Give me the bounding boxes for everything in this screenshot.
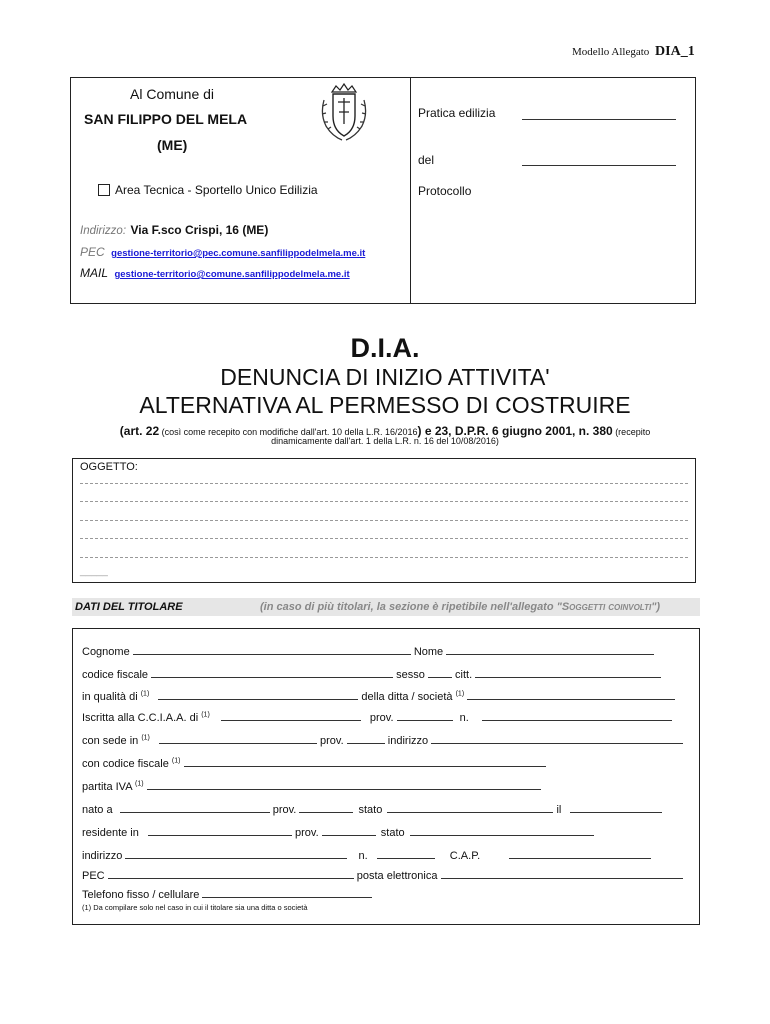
indirizzo-row bbox=[80, 221, 268, 239]
note-ref: (1) bbox=[171, 757, 181, 765]
protocollo-label: Protocollo bbox=[418, 184, 472, 198]
province: (ME) bbox=[157, 137, 188, 153]
row-nato bbox=[82, 801, 662, 816]
office-checkbox[interactable] bbox=[98, 184, 110, 196]
section-note-c: ") bbox=[651, 601, 661, 613]
il-label: il bbox=[556, 804, 562, 816]
nato-il-field[interactable] bbox=[570, 801, 662, 813]
residente-stato-label: stato bbox=[380, 827, 405, 839]
mail-label: MAIL bbox=[80, 266, 109, 280]
partita-iva-field[interactable] bbox=[147, 778, 541, 790]
citt-field[interactable] bbox=[475, 666, 661, 678]
indirizzo-value: Via F.sco Crispi, 16 (ME) bbox=[130, 223, 269, 237]
title-line-2: ALTERNATIVA AL PERMESSO DI COSTRUIRE bbox=[139, 392, 631, 418]
indirizzo-label: indirizzo bbox=[82, 850, 123, 862]
cciaa-prov-field[interactable] bbox=[397, 709, 453, 721]
pec-row bbox=[80, 243, 365, 261]
mail-row bbox=[80, 264, 350, 282]
residente-label: residente in bbox=[82, 827, 139, 839]
in-qualita-label: in qualità di bbox=[82, 691, 138, 703]
prov-label: prov. bbox=[369, 712, 394, 724]
sede-prov-field[interactable] bbox=[347, 732, 385, 744]
con-cf-label: con codice fiscale bbox=[82, 758, 169, 770]
note-ref: (1) bbox=[135, 780, 144, 788]
note-ref: (1) bbox=[141, 734, 150, 742]
sesso-field[interactable] bbox=[428, 666, 452, 678]
in-qualita-field[interactable] bbox=[158, 688, 358, 700]
telefono-label: Telefono fisso / cellulare bbox=[82, 889, 200, 901]
row-cciaa bbox=[82, 709, 672, 724]
sede-field[interactable] bbox=[159, 732, 317, 744]
ref-part-b: (così come recepito con modifiche dall'art. 10 della L.R. 16/2016 bbox=[159, 427, 418, 437]
indirizzo-field[interactable] bbox=[125, 847, 347, 859]
cognome-field[interactable] bbox=[133, 643, 411, 655]
codice-fiscale-label: codice fiscale bbox=[82, 669, 149, 681]
row-con-cf bbox=[82, 755, 546, 770]
ref-part-a: (art. 22 bbox=[119, 424, 160, 438]
residente-prov-field[interactable] bbox=[322, 824, 376, 836]
del-label: del bbox=[418, 153, 435, 167]
nato-stato-field[interactable] bbox=[387, 801, 553, 813]
cciaa-field[interactable] bbox=[221, 709, 361, 721]
nato-a-field[interactable] bbox=[120, 801, 270, 813]
ref-part-c: ) e 23, D.P.R. 6 giugno 2001, n. 380 bbox=[417, 424, 613, 438]
row-indirizzo bbox=[82, 847, 651, 862]
note-ref: (1) bbox=[201, 711, 210, 719]
residente-field[interactable] bbox=[148, 824, 292, 836]
sede-prov-label: prov. bbox=[320, 735, 344, 747]
telefono-field[interactable] bbox=[202, 886, 372, 898]
section-note-a: (in caso di più titolari, la sezione è ripetibile nell'allegato " bbox=[260, 601, 562, 613]
oggetto-line bbox=[80, 538, 688, 539]
coat-of-arms-icon bbox=[318, 82, 370, 144]
comune-name: SAN FILIPPO DEL MELA bbox=[84, 111, 248, 127]
con-cf-field[interactable] bbox=[184, 755, 546, 767]
row-telefono bbox=[82, 886, 372, 901]
cap-field[interactable] bbox=[509, 847, 651, 859]
residente-stato-field[interactable] bbox=[410, 824, 594, 836]
n-label: n. bbox=[459, 712, 469, 724]
codice-fiscale-field[interactable] bbox=[151, 666, 393, 678]
oggetto-tail: _____ bbox=[80, 566, 108, 577]
della-ditta-label: della ditta / società bbox=[361, 691, 453, 703]
oggetto-line bbox=[80, 483, 688, 484]
row-sede bbox=[82, 732, 683, 747]
citt-label: citt. bbox=[455, 669, 473, 681]
con-sede-label: con sede in bbox=[82, 735, 139, 747]
nato-prov-label: prov. bbox=[272, 804, 297, 816]
office-label: Area Tecnica - Sportello Unico Edilizia bbox=[115, 183, 318, 197]
cognome-label: Cognome bbox=[82, 646, 130, 658]
posta-label: posta elettronica bbox=[356, 870, 438, 882]
row-partita-iva bbox=[82, 778, 541, 793]
indirizzo-n-field[interactable] bbox=[377, 847, 435, 859]
note-ref: (1) bbox=[140, 690, 150, 698]
pec-field-label: PEC bbox=[82, 870, 105, 882]
oggetto-line bbox=[80, 501, 688, 502]
model-header bbox=[572, 44, 695, 60]
nome-field[interactable] bbox=[446, 643, 654, 655]
page-title: D.I.A. bbox=[350, 333, 420, 363]
posta-field[interactable] bbox=[441, 867, 683, 879]
sesso-label: sesso bbox=[396, 669, 425, 681]
footnote: (1) Da compilare solo nel caso in cui il titolare sia una ditta o società bbox=[82, 903, 308, 912]
nato-stato-label: stato bbox=[358, 804, 383, 816]
ref-part-d: (recepito bbox=[612, 427, 651, 437]
row-residente bbox=[82, 824, 594, 839]
nome-label: Nome bbox=[413, 646, 444, 658]
row-pec bbox=[82, 867, 683, 882]
section-note-b: Soggetti coinvolti bbox=[561, 601, 652, 613]
title-line-1: DENUNCIA DI INIZIO ATTIVITA' bbox=[220, 364, 550, 390]
partita-iva-label: partita IVA bbox=[82, 781, 132, 793]
oggetto-label: OGGETTO: bbox=[80, 461, 138, 473]
residente-prov-label: prov. bbox=[295, 827, 319, 839]
pec-label: PEC bbox=[80, 245, 105, 259]
oggetto-line bbox=[80, 520, 688, 521]
indirizzo-label: Indirizzo: bbox=[80, 225, 127, 237]
cciaa-n-field[interactable] bbox=[482, 709, 672, 721]
row-cognome bbox=[82, 643, 654, 658]
del-field[interactable] bbox=[522, 154, 676, 166]
nato-a-label: nato a bbox=[82, 804, 113, 816]
recipient-to: Al Comune di bbox=[130, 86, 215, 102]
indirizzo-n-label: n. bbox=[358, 850, 368, 862]
iscritta-label: Iscritta alla C.C.I.A.A. di bbox=[82, 712, 199, 724]
section-note bbox=[260, 601, 660, 613]
row-codice-fiscale bbox=[82, 666, 661, 681]
pratica-field[interactable] bbox=[522, 108, 676, 120]
nato-prov-field[interactable] bbox=[299, 801, 353, 813]
pec-field[interactable] bbox=[108, 867, 354, 879]
cap-label: C.A.P. bbox=[449, 850, 481, 862]
della-ditta-field[interactable] bbox=[467, 688, 675, 700]
header-divider bbox=[410, 77, 411, 304]
legal-reference-line-2: dinamicamente dall'art. 1 della L.R. n. 16 del 10/08/2016) bbox=[271, 436, 499, 446]
model-code: DIA_1 bbox=[655, 44, 695, 59]
sede-indirizzo-field[interactable] bbox=[431, 732, 683, 744]
pratica-label: Pratica edilizia bbox=[418, 106, 496, 120]
note-ref: (1) bbox=[455, 690, 465, 698]
oggetto-line bbox=[80, 557, 688, 558]
sede-indirizzo-label: indirizzo bbox=[387, 735, 429, 747]
section-title: DATI DEL TITOLARE bbox=[75, 601, 183, 613]
pec-link[interactable]: gestione-territorio@pec.comune.sanfilippodelmela.me.it bbox=[111, 248, 366, 259]
model-prefix: Modello Allegato bbox=[572, 46, 650, 58]
mail-link[interactable]: gestione-territorio@comune.sanfilippodelmela.me.it bbox=[114, 269, 350, 280]
row-in-qualita bbox=[82, 688, 675, 703]
